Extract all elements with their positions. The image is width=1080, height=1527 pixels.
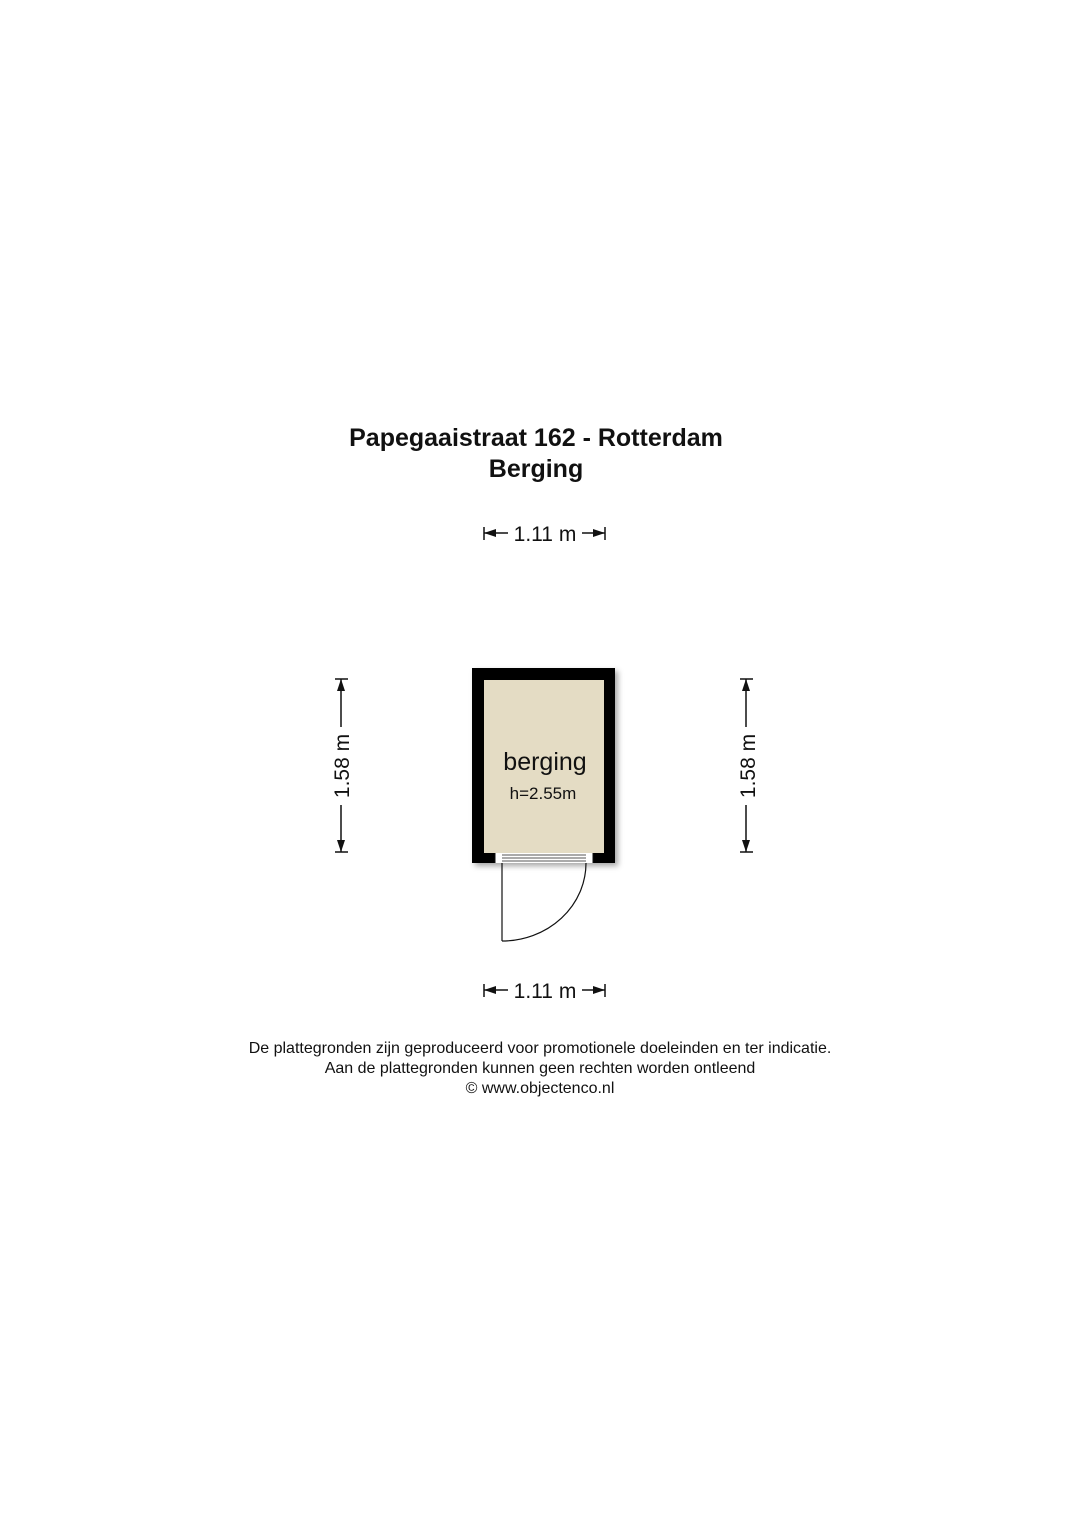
copyright-line: © www.objectenco.nl (465, 1080, 615, 1097)
dimension-right (737, 679, 760, 852)
dimension-top-label: 1.11 m (513, 523, 577, 546)
dimension-left-label: 1.58 m (331, 733, 354, 799)
dimension-top (484, 523, 605, 546)
disclaimer-line-2: Aan de plattegronden kunnen geen rechten worden ontleend (324, 1060, 756, 1077)
room-berging (472, 668, 615, 941)
address-title: Papegaaistraat 162 - Rotterdam (349, 424, 723, 452)
door-swing-arc (502, 863, 586, 941)
room-height-label: h=2.55m (509, 784, 577, 803)
dimension-bottom-label: 1.11 m (513, 980, 577, 1003)
dimension-left (331, 679, 354, 852)
room-name-label: berging (503, 748, 587, 776)
dimension-bottom (484, 980, 605, 1003)
floor-subtitle: Berging (488, 455, 584, 483)
disclaimer (0, 1039, 1080, 1099)
dimension-right-label: 1.58 m (737, 733, 760, 799)
disclaimer-line-1: De plattegronden zijn geproduceerd voor promotionele doeleinden en ter indicatie. (248, 1040, 832, 1057)
